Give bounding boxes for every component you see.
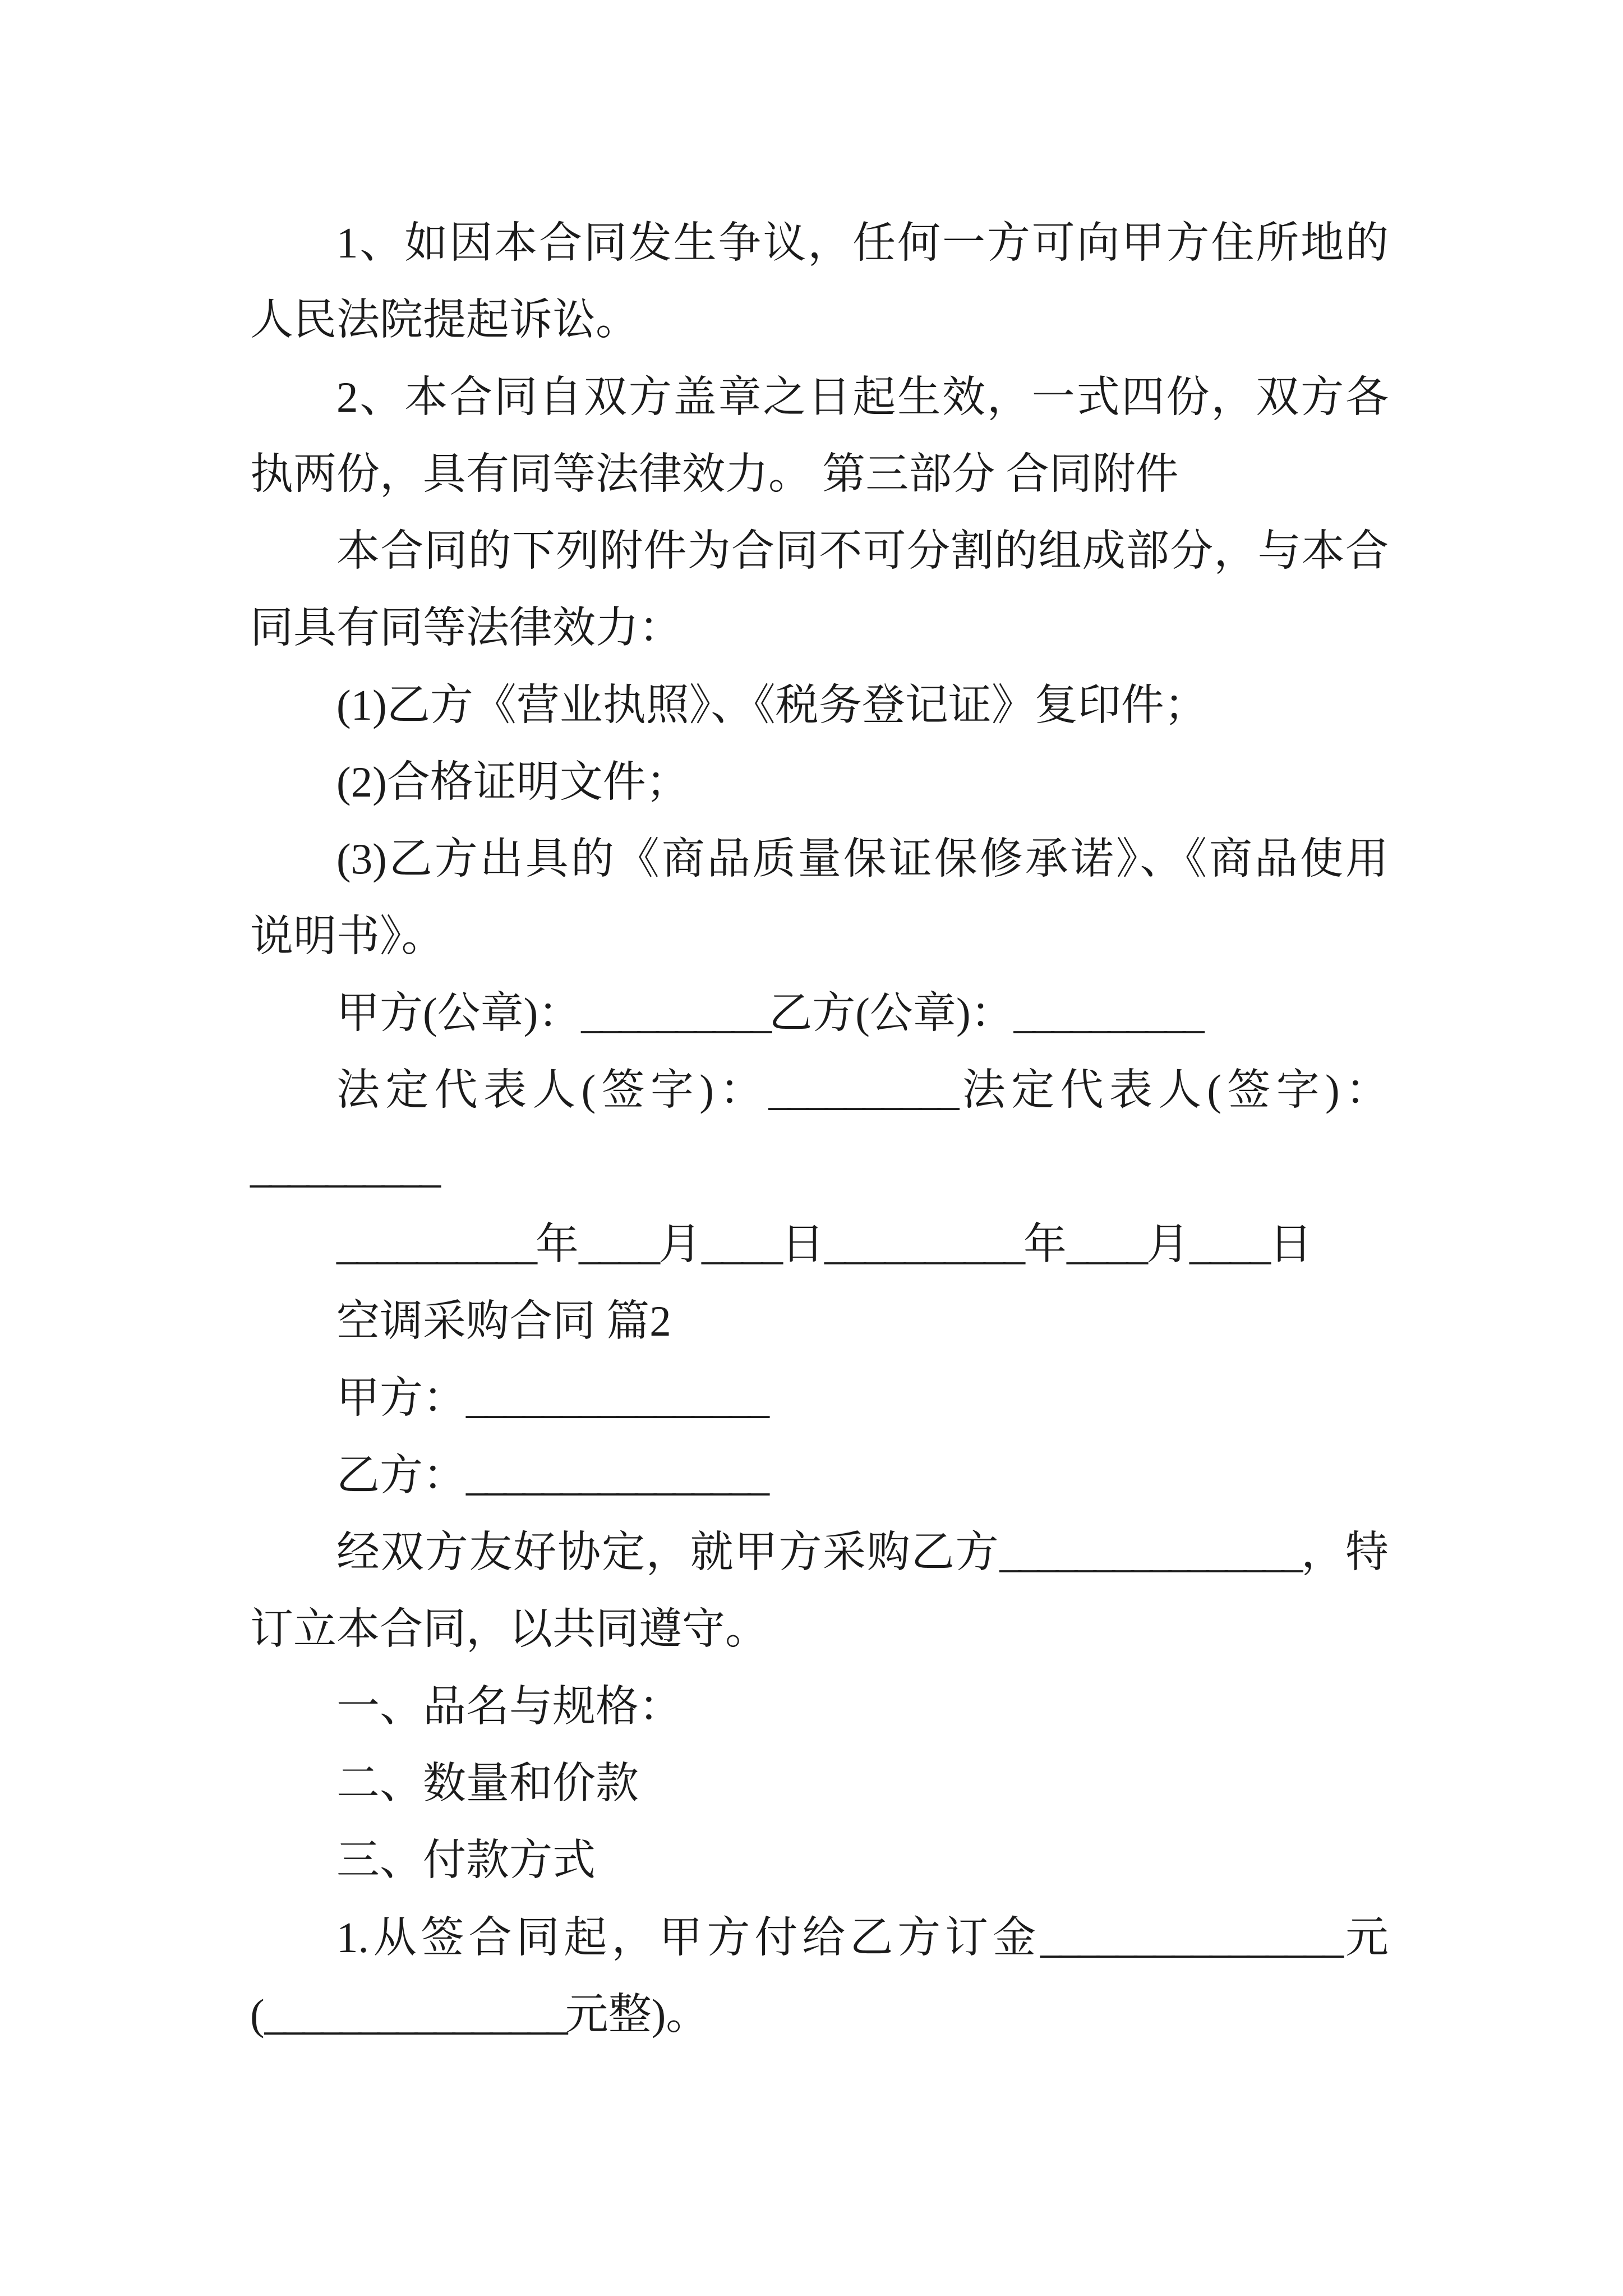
contract-2-party-b-row xyxy=(250,1437,1389,1514)
deposit-text: 1.从签合同起，甲方付给乙方订金 xyxy=(336,1913,1041,1962)
representative-signature-row xyxy=(250,1052,1389,1129)
party-a-seal-label: 甲方(公章)： xyxy=(336,988,582,1037)
uppercase-amount-close: 元整)。 xyxy=(565,1990,709,2039)
section-heading-2: 二、数量和价款 xyxy=(336,1759,639,1807)
contract-2-title: 空调采购合同 篇2 xyxy=(336,1297,671,1346)
party-b-seal-label: 乙方(公章)： xyxy=(769,988,1014,1037)
dispute-clause-line-2: 人民法院提起诉讼。 xyxy=(250,296,639,344)
dispute-clause-line-1: 1、如因本合同发生争议，任何一方可向甲方住所地的 xyxy=(336,219,1389,267)
attachments-intro-line-1: 本合同的下列附件为合同不可分割的组成部分，与本合 xyxy=(336,527,1389,576)
date-a-day-label: 日 xyxy=(781,1220,824,1268)
effect-clause-line-2: 执两份，具有同等法律效力。 第三部分 合同附件 xyxy=(250,449,1179,498)
section-heading-3: 三、付款方式 xyxy=(336,1836,596,1885)
date-b-month-label: 月 xyxy=(1146,1220,1189,1268)
contract-2-party-a-row xyxy=(250,1360,1389,1437)
party-a-rep-blank: __________ xyxy=(768,1066,957,1115)
date-b-day-blank: ____ xyxy=(1189,1220,1269,1268)
contract-2-preamble-line-1 xyxy=(250,1514,1389,1591)
deposit-amount-blank: ________________ xyxy=(1040,1913,1341,1962)
party-a-rep-label: 法定代表人(签字)： xyxy=(336,1066,769,1115)
payment-item-1-line-2 xyxy=(250,1976,1389,2053)
attachments-intro-line-2: 同具有同等法律效力： xyxy=(250,604,682,652)
deposit-unit: 元 xyxy=(1341,1913,1389,1962)
date-a-month-blank: ____ xyxy=(579,1220,658,1268)
party-b-rep-blank: __________ xyxy=(250,1143,438,1191)
attachment-item-1: (1)乙方《营业执照》、《税务登记证》复印件； xyxy=(336,680,1207,729)
date-a-day-blank: ____ xyxy=(702,1220,781,1268)
contract-2-preamble-line-2: 订立本合同，以共同遵守。 xyxy=(250,1605,768,1654)
uppercase-amount-blank: ________________ xyxy=(264,1990,565,2039)
seal-signature-row xyxy=(250,975,1389,1052)
effect-clause-line-1: 2、本合同自双方盖章之日起生效，一式四份，双方各 xyxy=(336,372,1389,421)
date-a-year-label: 年 xyxy=(536,1220,579,1268)
attachment-item-2: (2)合格证明文件； xyxy=(336,758,689,807)
representative-signature-row-continued xyxy=(250,1129,1389,1206)
contract-2-party-a-label: 甲方： xyxy=(336,1374,466,1423)
date-b-day-label: 日 xyxy=(1269,1220,1312,1268)
party-a-seal-blank: __________ xyxy=(581,988,769,1037)
uppercase-amount-open: ( xyxy=(250,1990,265,2039)
attachment-item-3-line-1: (3)乙方出具的《商品质量保证保修承诺》、《商品使用 xyxy=(336,835,1389,884)
preamble-text-after-blank: ，特 xyxy=(1300,1528,1389,1577)
preamble-text-before-blank: 经双方友好协定，就甲方采购乙方 xyxy=(336,1528,1000,1577)
signature-date-row xyxy=(250,1206,1389,1283)
payment-item-1-line-1 xyxy=(250,1899,1389,1976)
party-b-rep-label: 法定代表人(签字)： xyxy=(956,1066,1389,1115)
date-b-month-blank: ____ xyxy=(1067,1220,1146,1268)
party-b-seal-blank: __________ xyxy=(1013,988,1202,1037)
document-body xyxy=(250,205,1389,2053)
date-a-month-label: 月 xyxy=(658,1220,702,1268)
contract-2-party-b-label: 乙方： xyxy=(336,1451,466,1499)
contract-2-party-b-blank: ________________ xyxy=(466,1451,767,1499)
date-b-year-blank: __________ xyxy=(824,1220,1023,1268)
contract-2-party-a-blank: ________________ xyxy=(466,1374,767,1423)
date-b-year-label: 年 xyxy=(1023,1220,1067,1268)
attachment-item-3-line-2: 说明书》。 xyxy=(250,912,445,960)
date-a-year-blank: __________ xyxy=(336,1220,536,1268)
section-heading-1: 一、品名与规格： xyxy=(336,1682,682,1731)
preamble-product-blank: ________________ xyxy=(999,1528,1301,1577)
